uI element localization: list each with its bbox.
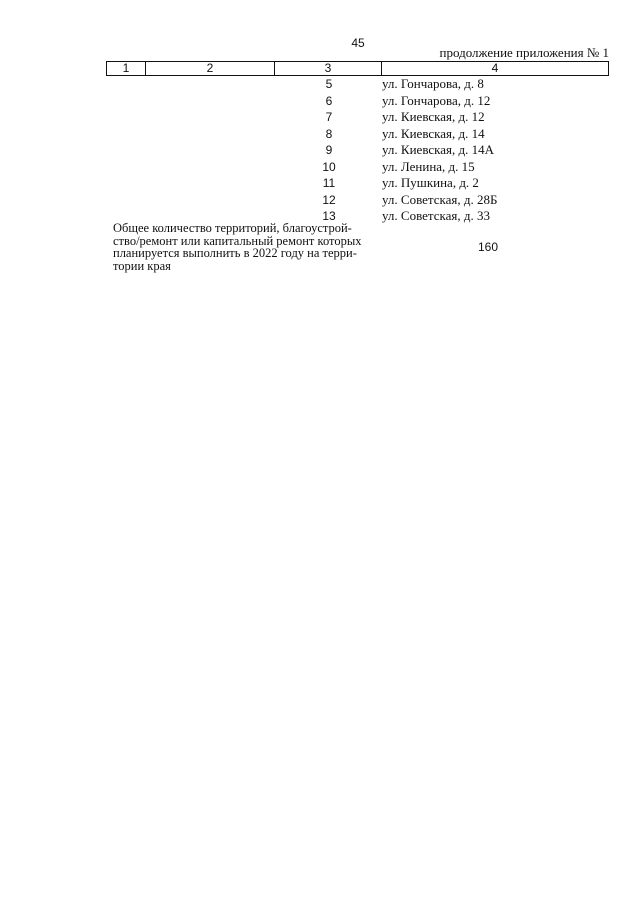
- row-address: ул. Киевская, д. 12: [382, 109, 485, 124]
- summary-label-line: Общее количество территорий, благоустрой-: [113, 221, 352, 235]
- row-address: ул. Гончарова, д. 8: [382, 76, 484, 91]
- column-1-header: 1: [107, 62, 146, 75]
- table-row: [0, 126, 640, 143]
- column-4-header: 4: [491, 61, 499, 75]
- summary-label: [113, 222, 375, 272]
- row-number: 9: [325, 143, 333, 157]
- summary-value: 160: [478, 240, 499, 254]
- page-number: 45: [351, 36, 365, 50]
- row-address: ул. Ленина, д. 15: [382, 158, 475, 174]
- row-number: 13: [322, 209, 336, 223]
- row-address: ул. Пушкина, д. 2: [382, 175, 479, 190]
- row-address: ул. Гончарова, д. 12: [382, 92, 491, 108]
- row-address: ул. Советская, д. 33: [382, 208, 491, 223]
- row-number: 7: [325, 110, 333, 124]
- row-address: ул. Советская, д. 28Б: [382, 191, 498, 207]
- row-number: 5: [325, 77, 333, 91]
- table-header: [106, 61, 609, 76]
- summary-label-line: ство/ремонт или капитальный ремонт которых: [113, 233, 362, 248]
- column-3-header: 3: [275, 62, 382, 75]
- row-address: ул. Киевская, д. 14А: [382, 142, 495, 157]
- row-number: 6: [325, 93, 333, 108]
- table-row: [0, 159, 640, 176]
- table-row: [0, 109, 640, 126]
- continuation-note: продолжение приложения № 1: [439, 45, 609, 60]
- row-address: ул. Киевская, д. 14: [382, 125, 485, 141]
- row-number: 12: [322, 192, 336, 207]
- table-body: [0, 76, 640, 225]
- summary-label-line: планируется выполнить в 2022 году на терри-: [113, 246, 357, 260]
- row-number: 10: [322, 159, 336, 174]
- table-row: [0, 93, 640, 110]
- row-number: 8: [325, 126, 333, 141]
- table-row: [0, 175, 640, 192]
- table-row: [0, 76, 640, 93]
- summary-label-line: тории края: [113, 258, 171, 273]
- table-row: [0, 142, 640, 159]
- table-row: [0, 192, 640, 209]
- row-number: 11: [322, 176, 336, 190]
- column-2-header: 2: [146, 62, 275, 75]
